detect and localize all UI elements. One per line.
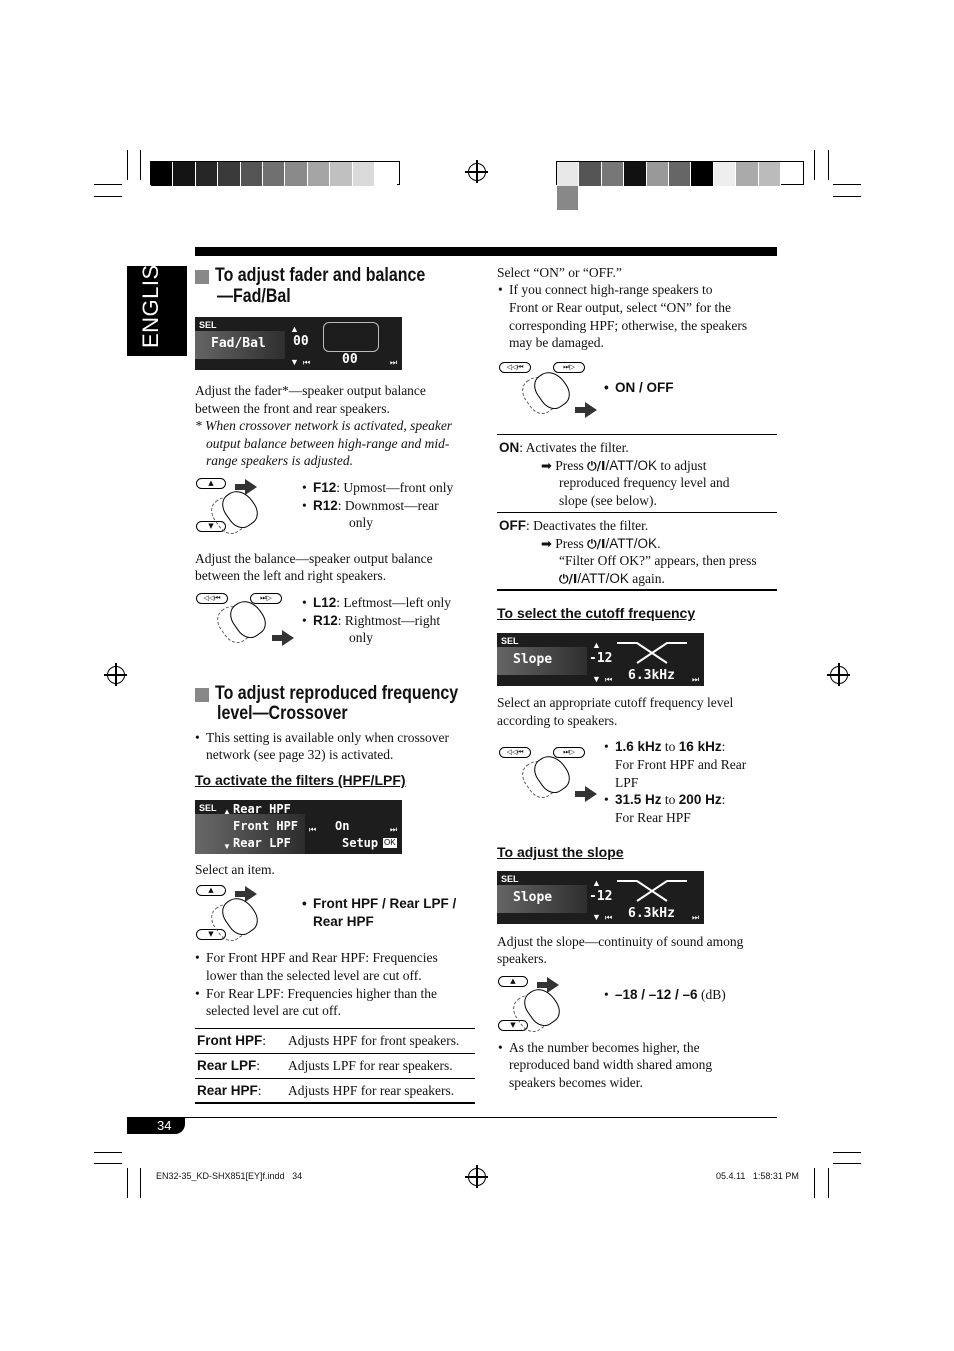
items-list-2: Rear HPF — [313, 914, 374, 929]
down-arrow-icon: ▼ — [592, 674, 601, 684]
fader-text-1: Adjust the fader*—speaker output balance — [195, 383, 426, 398]
subheading-slope: To adjust the slope — [497, 844, 624, 860]
select-item-text: Select an item. — [195, 862, 275, 877]
r12b-item-line2: only — [349, 630, 374, 645]
slope-note-1: • As the number becomes higher, the — [509, 1039, 700, 1057]
note-3: range speakers is adjusted. — [206, 453, 353, 468]
crossover-note-1: • This setting is available only when crossover — [206, 729, 449, 747]
slope-values: • –18 / –12 / –6 (dB) — [615, 986, 726, 1004]
crop-mark — [94, 1163, 122, 1164]
prev-icon: ⏮ — [303, 358, 311, 367]
slope-note-2: reproduced band width shared among — [509, 1057, 713, 1072]
crop-mark — [828, 150, 829, 180]
lcd-display-filters: SEL ▲ Rear HPF Front HPF ▼ Rear LPF ⏮ On ⏭ Setup OK — [195, 800, 402, 854]
items-list-1: • Front HPF / Rear LPF / — [313, 895, 456, 913]
front-rear-hpf-1: • For Front HPF and Rear HPF: Frequencies — [206, 949, 438, 967]
down-arrow-icon: ▼ — [592, 912, 601, 922]
crossover-curve-icon — [617, 637, 687, 665]
next-icon: ⏭ — [692, 675, 700, 684]
crop-mark — [833, 1152, 861, 1153]
down-arrow-icon: ▼ — [223, 842, 231, 851]
crop-mark — [814, 1168, 815, 1198]
table-row: Rear LPF: — [197, 1058, 261, 1073]
footer-file: EN32-35_KD-SHX851[EY]f.indd 34 — [156, 1171, 303, 1181]
section-square-icon — [195, 688, 209, 702]
next-button-icon: ⏭▷ — [250, 593, 282, 604]
lcd-display-slope: SEL Slope ▲ -12 ▼ ⏮ 6.3kHz ⏭ — [497, 871, 704, 924]
prev-icon: ⏮ — [309, 825, 317, 834]
crop-mark — [828, 1168, 829, 1198]
next-icon: ⏭ — [390, 825, 398, 834]
prev-icon: ⏮ — [605, 675, 613, 684]
table-rule — [497, 434, 777, 435]
up-arrow-icon: ▲ — [223, 807, 231, 816]
r12b-item: • R12: Rightmost—right — [313, 612, 440, 630]
up-button-icon: ▲ — [196, 885, 226, 896]
crop-mark — [127, 1168, 128, 1198]
power-icon: ⏻/I — [587, 537, 606, 551]
r12-item-line2: only — [349, 515, 374, 530]
crossover-curve-icon — [617, 875, 687, 903]
slope-text-2: speakers. — [497, 951, 547, 966]
on-row: ON: Activates the filter. — [499, 440, 629, 455]
cutoff-text-1: Select an appropriate cutoff frequency level — [497, 695, 734, 710]
subheading-cutoff: To select the cutoff frequency — [497, 605, 696, 621]
table-row-desc: Adjusts HPF for rear speakers. — [288, 1083, 455, 1098]
section-title-fad-bal-line2: —Fad/Bal — [217, 285, 291, 307]
footer-timestamp: 05.4.11 1:58:31 PM — [716, 1171, 799, 1181]
f12-item: • F12: Upmost—front only — [313, 479, 453, 497]
arrow-icon — [282, 630, 294, 646]
warn-1: • If you connect high-range speakers to — [509, 281, 713, 299]
prev-button-icon: ◁◁⏮ — [499, 747, 531, 758]
cutoff-text-2: according to speakers. — [497, 713, 618, 728]
table-rule — [195, 1053, 475, 1054]
arrow-icon — [245, 886, 257, 902]
l12-item: • L12: Leftmost—left only — [313, 594, 451, 612]
crop-mark — [814, 150, 815, 180]
table-row: Front HPF: — [197, 1033, 267, 1048]
lcd-display-fad-bal: SEL Fad/Bal ▲ ▼ ⏮ ⏭ 00 00 — [195, 317, 402, 370]
note-1: * When crossover network is activated, speaker — [195, 418, 453, 433]
down-button-icon: ▼ — [498, 1020, 528, 1031]
warn-4: may be damaged. — [509, 335, 604, 350]
section-title-crossover-line2: level—Crossover — [217, 702, 348, 724]
off-row: OFF: Deactivates the filter. — [499, 518, 649, 533]
crop-mark — [140, 150, 141, 180]
power-icon: ⏻/I — [587, 459, 606, 473]
fader-text-2: between the front and rear speakers. — [195, 401, 390, 416]
range1-desc-2: LPF — [615, 775, 639, 790]
section-square-icon — [195, 270, 209, 284]
prev-button-icon: ◁◁⏮ — [499, 362, 531, 373]
up-arrow-icon: ▲ — [592, 640, 601, 650]
color-bar-left — [150, 161, 400, 185]
prev-button-icon: ◁◁⏮ — [196, 593, 228, 604]
table-rule — [195, 1078, 475, 1079]
up-arrow-icon: ▲ — [592, 878, 601, 888]
speaker-diagram-icon — [323, 322, 379, 352]
crossover-note-2: network (see page 32) is activated. — [206, 747, 394, 762]
language-tab-label: ENGLISH — [138, 247, 163, 348]
section-title-fad-bal: To adjust fader and balance — [195, 265, 471, 286]
arrow-right-icon: ➡ — [541, 459, 552, 474]
crop-mark — [94, 196, 122, 197]
table-rule — [195, 1028, 475, 1029]
crop-mark — [140, 1168, 141, 1198]
page-number-tab — [127, 1118, 185, 1134]
arrow-icon — [547, 977, 559, 993]
arrow-icon — [585, 786, 597, 802]
arrow-icon — [245, 479, 257, 495]
on-press-line: ➡ Press ⏻/I/ATT/OK to adjust — [541, 458, 707, 474]
table-rule — [497, 512, 777, 513]
on-off-option: • ON / OFF — [615, 379, 674, 397]
registration-mark-icon — [107, 666, 125, 684]
slope-text-1: Adjust the slope—continuity of sound among — [497, 934, 744, 949]
off-press-line: ➡ Press ⏻/I/ATT/OK. — [541, 536, 661, 552]
crop-mark — [833, 196, 861, 197]
top-rule — [195, 247, 777, 256]
prev-icon: ⏮ — [605, 913, 613, 922]
lcd-display-cutoff: SEL Slope ▲ -12 ▼ ⏮ 6.3kHz ⏭ — [497, 633, 704, 686]
range1-item: • 1.6 kHz to 16 kHz: — [615, 738, 725, 756]
arrow-icon — [585, 402, 597, 418]
bottom-rule — [127, 1117, 777, 1118]
table-rule — [195, 1102, 475, 1104]
off-press-line3: ⏻/I/ATT/OK again. — [559, 571, 665, 586]
next-button-icon: ⏭▷ — [553, 362, 585, 373]
balance-text-1: Adjust the balance—speaker output balance — [195, 551, 433, 566]
rear-lpf-1: • For Rear LPF: Frequencies higher than the — [206, 985, 437, 1003]
on-press-line2: reproduced frequency level and — [559, 475, 730, 490]
off-press-line2: “Filter Off OK?” appears, then press — [559, 553, 757, 568]
r12-item: • R12: Downmost—rear — [313, 497, 439, 515]
on-press-line3: slope (see below). — [559, 493, 657, 508]
arrow-right-icon: ➡ — [541, 537, 552, 552]
range1-desc-1: For Front HPF and Rear — [615, 757, 747, 772]
table-row-desc: Adjusts LPF for rear speakers. — [288, 1058, 453, 1073]
crop-mark — [833, 1163, 861, 1164]
next-icon: ⏭ — [692, 913, 700, 922]
registration-mark-icon — [468, 163, 486, 181]
crop-mark — [833, 184, 861, 185]
up-button-icon: ▲ — [196, 478, 226, 489]
power-icon: ⏻/I — [559, 572, 578, 586]
down-arrow-icon: ▼ — [290, 357, 299, 367]
warn-2: Front or Rear output, select “ON” for the — [509, 300, 731, 315]
note-2: output balance between high-range and mid- — [206, 436, 450, 451]
range2-item: • 31.5 Hz to 200 Hz: — [615, 791, 725, 809]
page-number: 34 — [157, 1118, 172, 1133]
table-row: Rear HPF: — [197, 1083, 262, 1098]
up-arrow-icon: ▲ — [290, 324, 299, 334]
warn-3: corresponding HPF; otherwise, the speakers — [509, 318, 748, 333]
table-row-desc: Adjusts HPF for front speakers. — [288, 1033, 460, 1048]
balance-text-2: between the left and right speakers. — [195, 568, 387, 583]
table-rule — [497, 589, 777, 591]
down-button-icon: ▼ — [196, 929, 226, 940]
rear-lpf-2: selected level are cut off. — [206, 1003, 342, 1018]
slope-note-3: speakers becomes wider. — [509, 1075, 643, 1090]
range2-desc: For Rear HPF — [615, 810, 691, 825]
section-title-crossover: To adjust reproduced frequency — [195, 683, 512, 704]
color-bar-right — [556, 161, 804, 185]
registration-mark-icon — [830, 666, 848, 684]
registration-mark-icon — [468, 1168, 486, 1186]
crop-mark — [94, 1152, 122, 1153]
next-icon: ⏭ — [390, 358, 398, 367]
select-on-off: Select “ON” or “OFF.” — [497, 265, 622, 280]
crop-mark — [127, 150, 128, 180]
front-rear-hpf-2: lower than the selected level are cut off. — [206, 968, 422, 983]
crop-mark — [94, 184, 122, 185]
up-button-icon: ▲ — [498, 976, 528, 987]
next-button-icon: ⏭▷ — [553, 747, 585, 758]
subheading-activate-filters: To activate the filters (HPF/LPF) — [195, 772, 406, 788]
down-button-icon: ▼ — [196, 521, 226, 532]
